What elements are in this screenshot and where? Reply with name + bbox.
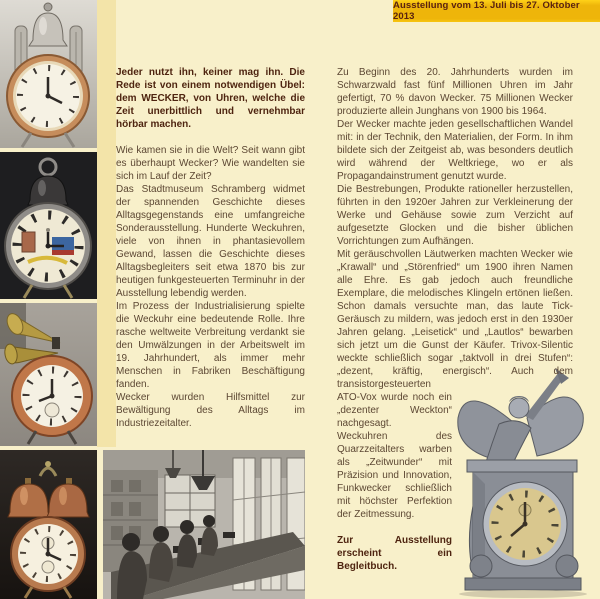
body-paragraph: Wecker wurden Hilfsmittel zur Bewältigung des Alltags im Industriezeitalter.: [116, 392, 305, 429]
body-paragraph: Im Prozess der Industrialisierung spielte die Weckuhr eine bedeutende Rolle. Ihre rasche weltweite Verbreitung verdankt sie den Umwälzungen in der Arbeitswelt im 19. Jahrhundert, als immer mehr Menschen in Fabriken Beschäftigung fanden.: [116, 301, 305, 390]
article-column-left: [116, 66, 305, 430]
body-paragraph: Das Stadtmuseum Schramberg widmet der spannenden Geschichte dieses Alltagsgegenstands eine umfangreiche Sonderausstellung. Hunderte Weckuhren, viele von ihnen in phantasievollem Gewand, lassen die Geschichte dieses Alltagsbegleiters seit etwa 1870 bis zur heutigen funkgesteuerten Terminuhr in der Ausstellung lebendig werden.: [116, 184, 305, 299]
body-paragraph: Zu Beginn des 20. Jahrhunderts wurden im Schwarzwald fast fünf Millionen Uhren im Jahr gefertigt, 70 % davon Wecker. 75 Millionen Wecker produzierte allein Junghans von 1900 bis 1964.: [337, 67, 573, 117]
text-wrap-spacer: [573, 66, 574, 378]
body-paragraph: Mit geräuschvollen Läutwerken machten Wecker wie „Krawall“ und „Störenfried“ um 1900 ihren Namen alle Ehre. Es gab jedoch auch freundliche Exemplare, die melodisches Klingeln ertönen ließen. Schon damals versuchte man, das laute Tick-Geräusch zu mildern, was jedoch erst in den 1930er Jahren gelang. „Leisetick“ und „Lautlos“ bewarben sich jetzt um die Gunst der Käufer. Trivox-Silentic weckte schließlich sogar „taktvoll in drei Stufen“: „dezent, kräftig, energisch“. Auch dem transistorgesteuerten ATO-Vox wurde noch ein „dezenter Weckton“ nachgesagt.: [337, 249, 573, 429]
double-bell-alarm-clock-illustration: [0, 450, 97, 599]
photo-antique-bell-alarm-clock: [0, 0, 97, 148]
copper-horn-alarm-clock-illustration: [0, 303, 97, 446]
photo-copper-alarm-clock-with-horns: [0, 303, 97, 446]
exhibition-date-banner: [393, 0, 600, 22]
intro-paragraph: Jeder nutzt ihn, keiner mag ihn. Die Rede ist von einem notwendigen Übel: dem WECKER, von Uhren, welche die Zeit unerbittlich und vernehmbar hörbar machen.: [116, 67, 305, 130]
photo-clock-factory-workers: [103, 450, 305, 599]
nickel-alarm-clock-illustration: [0, 152, 97, 299]
photo-nickel-alarm-clock-decorated-dial: [0, 152, 97, 299]
antique-bell-alarm-clock-illustration: [0, 0, 97, 148]
article-column-right: [337, 66, 574, 599]
body-paragraph: Der Wecker machte jeden gesellschaftlichen Wandel mit: in der Technik, den Materialien, der Form. In ihm bildete sich der Zeitgeist ab, was besonders deutlich wird während der Weltkriege, wo er als Propagandainstrument genutzt wurde.: [337, 119, 573, 182]
exhibition-date-text: Ausstellung vom 13. Juli bis 27. Oktober 2013: [393, 0, 580, 22]
photo-double-bell-copper-alarm-clock: [0, 450, 97, 599]
text-wrap-block: [452, 378, 574, 599]
page-background-stripe: [97, 0, 116, 447]
body-paragraph: Wie kamen sie in die Welt? Seit wann gibt es überhaupt Wecker? Wie wandelten sie sich im Lauf der Zeit?: [116, 145, 305, 182]
closing-paragraph: Zur Ausstellung erscheint ein Begleitbuch.: [337, 535, 452, 572]
body-paragraph: Die Bestrebungen, Produkte rationeller herzustellen, führten in den 1920er Jahren zur Verkleinerung der Werke und Gehäuse sowie zum Verzicht auf aufgesetzte Glocken und die bisher üblichen Vorrichtungen zum Aufhängen.: [337, 184, 573, 247]
body-paragraph: Weckuhren des Quarzzeitalters warben als „Zeitwunder“ mit Präzision und Innovation, Funkwecker schließlich mit höchster Perfektion der Zeitmessung.: [337, 431, 452, 520]
factory-workers-illustration: [103, 450, 305, 599]
